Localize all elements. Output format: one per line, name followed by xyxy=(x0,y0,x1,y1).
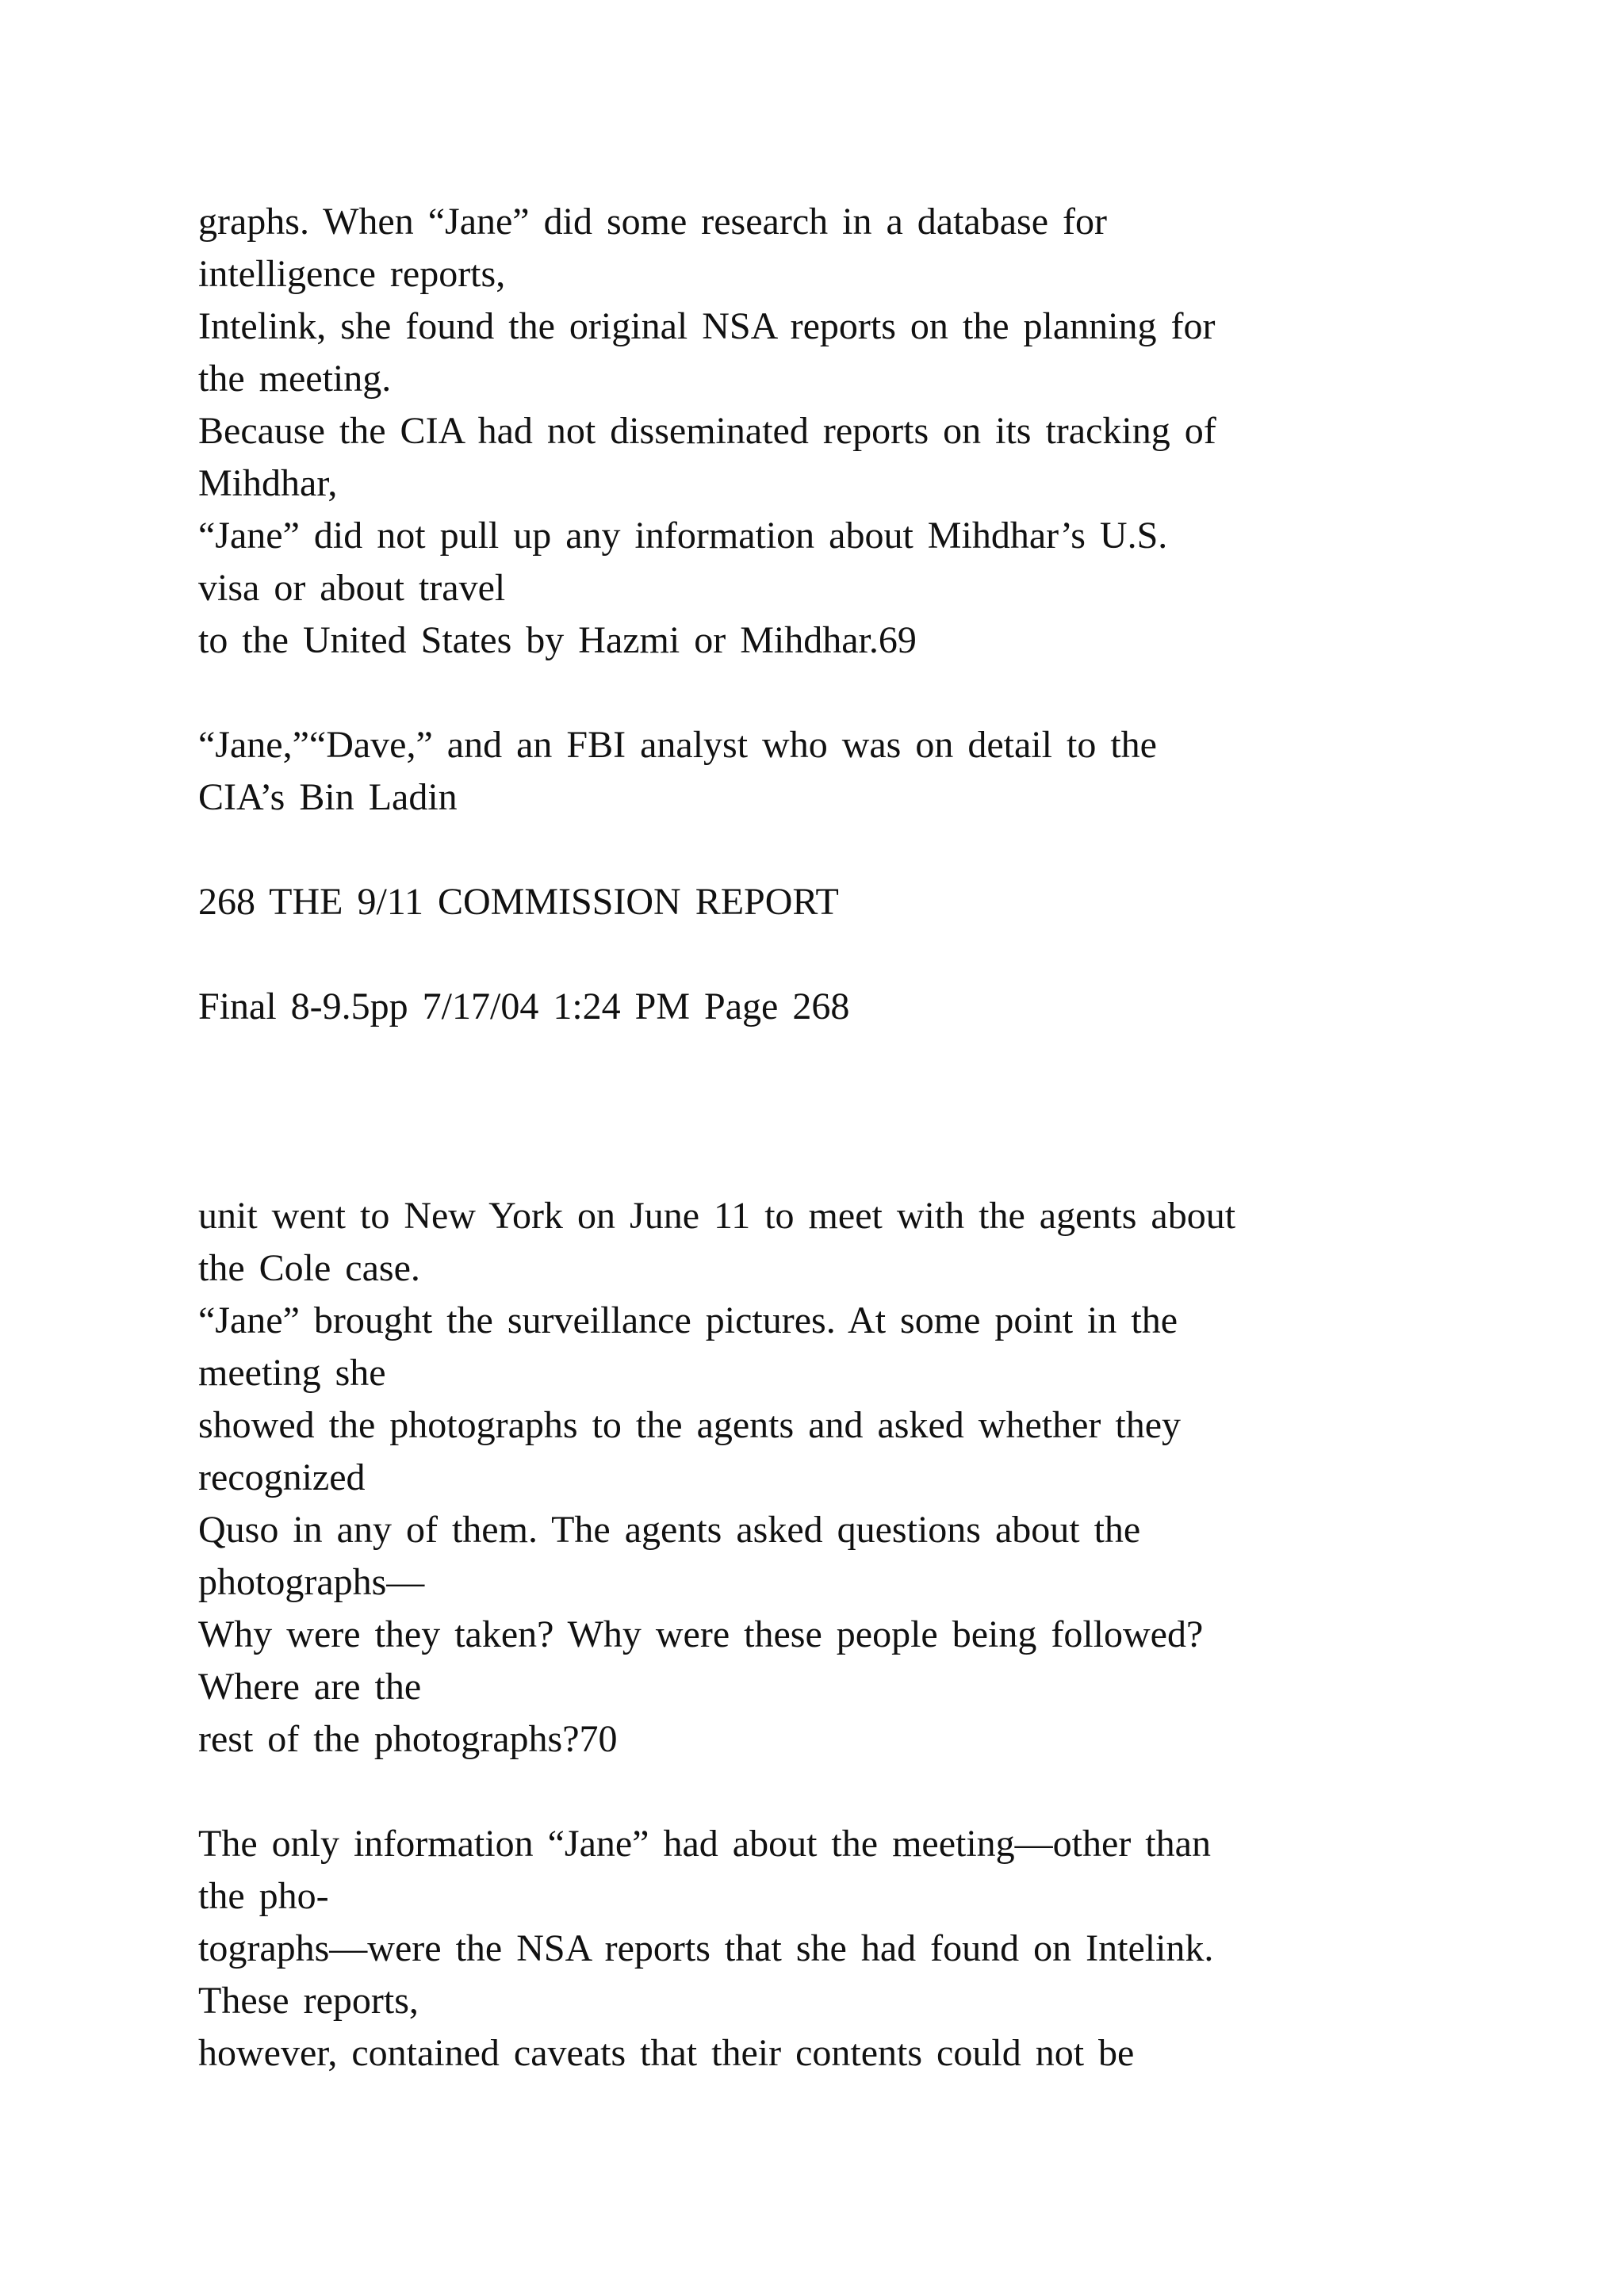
text-line: the Cole case. xyxy=(198,1247,420,1289)
text-line: Intelink, she found the original NSA reports on the planning for xyxy=(198,305,1216,347)
text-line: Why were they taken? Why were these people being followed? xyxy=(198,1613,1204,1655)
text-line: to the United States by Hazmi or Mihdhar.69 xyxy=(198,619,917,661)
running-footer: 268 THE 9/11 COMMISSION REPORT xyxy=(198,881,839,923)
text-line: rest of the photographs?70 xyxy=(198,1718,618,1760)
text-line: visa or about travel xyxy=(198,567,506,609)
text-line: Mihdhar, xyxy=(198,462,338,504)
text-line: however, contained caveats that their contents could not be xyxy=(198,2032,1135,2074)
text-line: the pho- xyxy=(198,1875,329,1917)
text-line: showed the photographs to the agents and asked whether they xyxy=(198,1404,1182,1446)
text-line: Because the CIA had not disseminated reports on its tracking of xyxy=(198,410,1216,452)
text-line: Quso in any of them. The agents asked questions about the xyxy=(198,1509,1141,1551)
text-line: Where are the xyxy=(198,1666,422,1708)
text-line: recognized xyxy=(198,1456,366,1498)
text-line: photographs— xyxy=(198,1561,425,1603)
text-line: intelligence reports, xyxy=(198,253,506,295)
text-line: These reports, xyxy=(198,1980,419,2022)
text-line: CIA’s Bin Ladin xyxy=(198,776,458,818)
text-line: unit went to New York on June 11 to meet with the agents about xyxy=(198,1195,1236,1237)
text-line: meeting she xyxy=(198,1352,386,1394)
text-line: “Jane” did not pull up any information about Mihdhar’s U.S. xyxy=(198,515,1168,557)
text-line: graphs. When “Jane” did some research in a database for xyxy=(198,201,1107,243)
text-line: “Jane” brought the surveillance pictures. At some point in the xyxy=(198,1299,1178,1341)
print-slug: Final 8-9.5pp 7/17/04 1:24 PM Page 268 xyxy=(198,985,850,1027)
text-line: “Jane,”“Dave,” and an FBI analyst who was on detail to the xyxy=(198,724,1157,766)
text-line: The only information “Jane” had about the meeting—other than xyxy=(198,1823,1211,1865)
text-line: tographs—were the NSA reports that she had found on Intelink. xyxy=(198,1927,1214,1969)
text-line: the meeting. xyxy=(198,358,392,400)
